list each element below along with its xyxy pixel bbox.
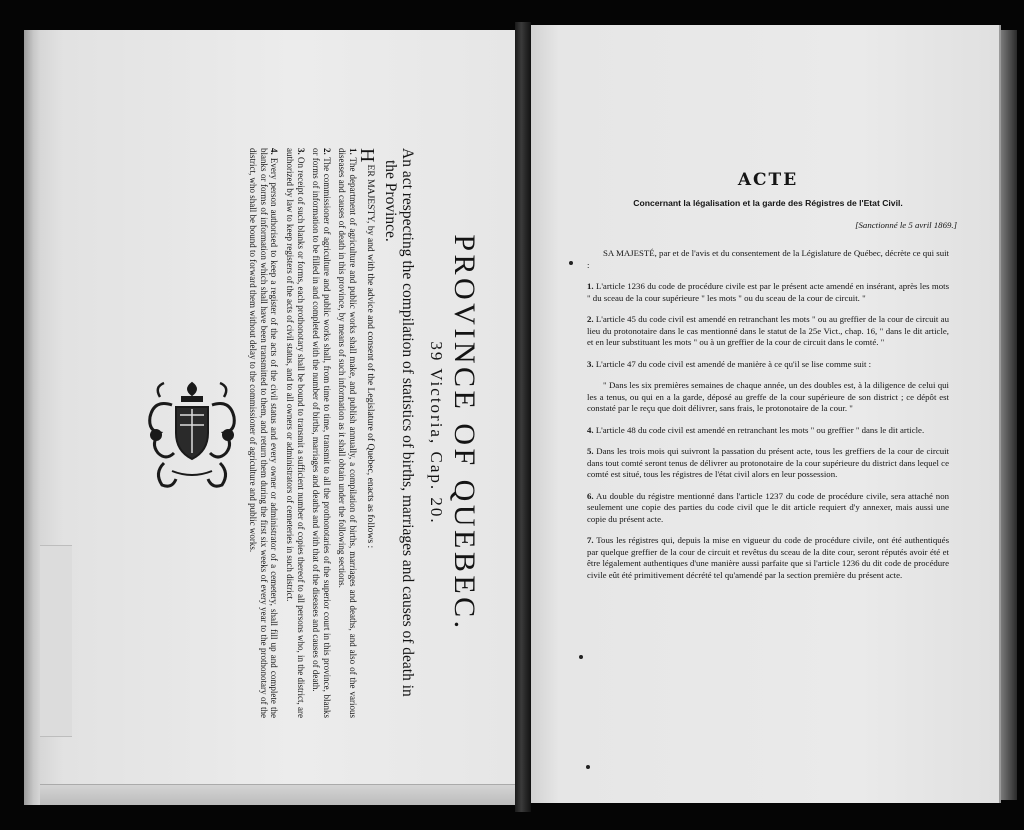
left-page-bottom-edge <box>40 784 517 805</box>
article-6 <box>587 491 949 526</box>
article-number: 2. <box>587 314 594 324</box>
article-2 <box>587 314 949 349</box>
section-text: The department of agriculture and public works shall make, and publish annually, a compilation of births, marriages and deaths, and also of the various diseases and causes of death in this province, by means of such information as it shall obtain under the following sections. <box>337 148 358 718</box>
acte-subtitle: Concernant la légalisation et la garde des Régistres de l'Etat Civil. <box>633 198 903 208</box>
decree-preamble: SA MAJESTÉ, par et de l'avis et du consentement de la Législature de Québec, décrète ce qui suit : <box>587 248 949 270</box>
section-number: 4. <box>269 148 280 155</box>
article-text: L'article 1236 du code de procédure civile est par le présent acte amendé en insérant, après les mots " du sceau de la cour supérieure " les mots " ou du sceau de la cour de circuit. " <box>587 281 949 303</box>
section-text: The commissioner of agriculture and public works shall, from time to time, transmit to all the prothonotaries of the superior court in this province, blanks or forms of information to be filled in and completed with the number of births, marriages and deaths and with that of the diseases and causes of death. <box>311 148 332 718</box>
ink-spot <box>586 765 590 769</box>
article-text: Tous les régistres qui, depuis la mise en vigueur du code de procédure civile, ont été authentiqués par quelque greffier de la cour de circuit et revêtus du sceau de la dite cour, seront réputés avoir été et être légalement authentiques d'une manière aussi parfaite que si l'article 1236 du dit code de procédure civile eût été primitivement décrété tel qu'amendé par la section première du présent acte. <box>587 535 949 580</box>
section-number: 2. <box>321 148 332 155</box>
section-number: 3. <box>295 148 306 155</box>
enacting-clause <box>356 148 378 718</box>
article-text: L'article 47 du code civil est amendé de manière à ce qu'il se lise comme suit : <box>595 358 872 369</box>
article-4 <box>587 425 949 437</box>
article-text: L'article 45 du code civil est amendé en retranchant les mots " ou au greffier de la cour de circuit au lieu du protonotaire dans le cas mentionné dans le statut de la 25e Vict., chap. 16, " dans le dit article, et en leur substituant les mots " ou à un greffier de la cour de circuit dans le comté. " <box>587 314 949 347</box>
left-page-folded-tab <box>40 545 72 737</box>
sanction-date: [Sanctionné le 5 avril 1869.] <box>855 220 957 230</box>
article-text: Dans les trois mois qui suivront la passation du présent acte, tous les greffiers de la cour de circuit dans tout comté seront tenus de délivrer au protonotaire de la cour supérieure du district dans lequel ce comté est situé, tous les régistres de l'état civil alors en leur possession. <box>587 446 950 479</box>
right-page-shadow <box>1001 30 1017 800</box>
statute-citation: 39 Victoria, Cap. 20. <box>427 341 446 525</box>
province-heading: PROVINCE OF QUEBEC. <box>448 234 481 632</box>
section-2 <box>311 148 332 718</box>
section-3 <box>284 148 305 718</box>
section-number: 1. <box>348 148 358 155</box>
coat-of-arms-icon <box>142 375 242 495</box>
article-7 <box>587 535 949 581</box>
section-1 <box>337 148 358 718</box>
article-text: L'article 48 du code civil est amendé en retranchant les mots " ou greffier " dans le dit article. <box>595 424 925 435</box>
article-number: 3. <box>587 358 594 369</box>
left-page-text-block <box>248 148 480 718</box>
article-number: 4. <box>587 424 594 435</box>
ink-spot <box>569 261 573 265</box>
drop-capital: H <box>356 148 378 163</box>
left-sections <box>248 148 358 718</box>
article-text: Au double du régistre mentionné dans l'article 1237 du code de procédure civile, sera attaché non seulement une copie des parties du code civil que le dit article requiert d'y annexer, mais aussi une copie du présent acte. <box>587 490 949 524</box>
enacting-clause-text: ER MAJESTY, by and with the advice and consent of the Legislature of Quebec, enacts as follows : <box>365 164 376 549</box>
ink-spot <box>579 655 583 659</box>
article-3-quote: " Dans les six premières semaines de chaque année, un des doubles est, à la diligence de celui qui les a tenus, ou qui en a la garde, déposé au greffe de la cour supérieure de son district ; ce dépôt est constaté par le reçu que doit délivrer, sans frais, le protonotaire de la cour. " <box>587 380 949 413</box>
act-title: An act respecting the compilation of statistics of births, marriages and causes of death in the Province. <box>382 148 416 697</box>
right-page <box>531 25 1001 803</box>
section-4 <box>248 148 280 718</box>
right-page-text-block <box>587 170 957 581</box>
left-page-binding-edge <box>24 30 40 805</box>
section-text: Every person authorised to keep a register of the acts of the civil status and every owner or administrator of a cemetery, shall fill up and complete the blanks or forms of information which shall have been transmitted to them, and return them during the first six weeks of every year to the prothonotary of the district, who shall be bound to forward them without delay to the commissioner of agriculture and public works. <box>248 148 280 719</box>
article-number: 6. <box>587 490 594 501</box>
article-1 <box>587 281 949 304</box>
article-5 <box>587 446 949 481</box>
acte-heading: ACTE <box>737 170 799 190</box>
article-number: 1. <box>587 281 594 291</box>
article-number: 7. <box>587 535 594 545</box>
book-gutter <box>515 22 531 812</box>
article-number: 5. <box>587 446 594 456</box>
article-3 <box>587 359 949 371</box>
section-text: On receipt of such blanks or forms, each prothonotary shall be bound to transmit a sufficient number of copies thereof to all persons who, in the district, are authorized by law to keep registers of the acts of civil status, and to all owners or administrators of cemeteries in such district. <box>285 148 306 719</box>
